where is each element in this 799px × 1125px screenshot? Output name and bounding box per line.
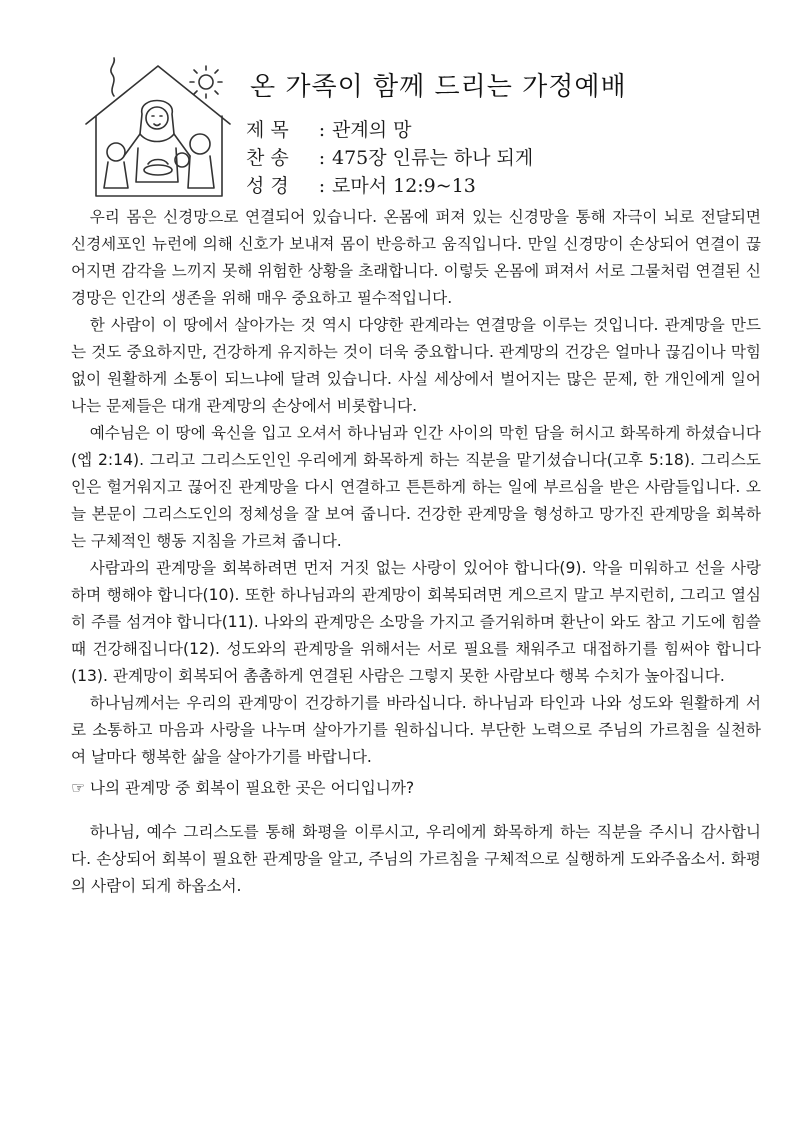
meta-value: 475장 인류는 하나 되게 xyxy=(332,147,534,169)
meta-separator: : xyxy=(318,175,326,197)
meta-row-topic xyxy=(246,116,533,144)
meta-label: 성 경 xyxy=(246,175,289,197)
sermon-body xyxy=(71,204,761,900)
closing-prayer: 하나님, 예수 그리스도를 통해 화평을 이루시고, 우리에게 화목하게 하는 직분을 주시니 감사합니다. 손상되어 회복이 필요한 관계망을 알고, 주님의 가르침을 구체적으로 실행하게 도와주옵소서. 화평의 사람이 되게 하옵소서. xyxy=(71,823,761,895)
meta-row-scripture xyxy=(246,172,533,200)
meta-separator: : xyxy=(318,147,326,169)
paragraph: 사람과의 관계망을 회복하려면 먼저 거짓 없는 사랑이 있어야 합니다(9). 악을 미워하고 선을 사랑하며 행해야 합니다(10). 또한 하나님과의 관계망이 회복되려면 게으르지 말고 부지런히, 그리고 열심히 주를 섬겨야 합니다(11). 나와의 관계망은 소망을 가지고 즐거워하며 환난이 와도 참고 기도에 힘쓸 때 건강해집니다(12). 성도와의 관계망을 위해서는 서로 필요를 채워주고 대접하기를 힘써야 합니다(13). 관계망이 회복되어 촘촘하게 연결된 사람은 그렇지 못한 사람보다 행복 수치가 높아집니다. xyxy=(71,559,761,685)
family-worship-illustration xyxy=(78,52,238,202)
meta-label: 찬 송 xyxy=(246,147,289,169)
page-title: 온 가족이 함께 드리는 가정예배 xyxy=(250,72,627,102)
paragraph: 예수님은 이 땅에 육신을 입고 오셔서 하나님과 인간 사이의 막힌 담을 허시고 화목하게 하셨습니다(엡 2:14). 그리고 그리스도인인 우리에게 화목하게 하는 직분을 맡기셨습니다(고후 5:18). 그리스도인은 헐거워지고 끊어진 관계망을 다시 연결하고 튼튼하게 하는 일에 부르심을 받은 사람들입니다. 오늘 본문이 그리스도인의 정체성을 잘 보여 줍니다. 건강한 관계망을 형성하고 망가진 관계망을 회복하는 구체적인 행동 지침을 가르쳐 줍니다. xyxy=(71,424,761,550)
meta-label: 제 목 xyxy=(246,119,289,141)
header xyxy=(78,52,738,202)
paragraph: 우리 몸은 신경망으로 연결되어 있습니다. 온몸에 퍼져 있는 신경망을 통해 자극이 뇌로 전달되면 신경세포인 뉴런에 의해 신호가 보내져 몸이 반응하고 움직입니다. 만일 신경망이 손상되어 연결이 끊어지면 감각을 느끼지 못해 위험한 상황을 초래합니다. 이렇듯 온몸에 펴져서 서로 그물처럼 연결된 신경망은 인간의 생존을 위해 매우 중요하고 필수적입니다. xyxy=(71,208,761,307)
meta-separator: : xyxy=(318,119,326,141)
paragraph: 하나님께서는 우리의 관계망이 건강하기를 바라십니다. 하나님과 타인과 나와 성도와 원활하게 서로 소통하고 마음과 사랑을 나누며 살아가기를 원하십니다. 부단한 노력으로 주님의 가르침을 실천하여 날마다 행복한 삶을 살아가기를 바랍니다. xyxy=(71,694,761,766)
meta-value: 관계의 망 xyxy=(332,119,412,141)
meta-row-hymn xyxy=(246,144,533,172)
paragraph: 한 사람이 이 땅에서 살아가는 것 역시 다양한 관계라는 연결망을 이루는 것입니다. 관계망을 만드는 것도 중요하지만, 건강하게 유지하는 것이 더욱 중요합니다. 관계망의 건강은 얼마나 끊김이나 막힘없이 원활하게 소통이 되느냐에 달려 있습니다. 사실 세상에서 벌어지는 많은 문제, 한 개인에게 일어나는 문제들은 대개 관계망의 손상에서 비롯합니다. xyxy=(71,316,761,415)
reflection-question: ☞ 나의 관계망 중 회복이 필요한 곳은 어디입니까? xyxy=(71,779,415,797)
worship-meta xyxy=(246,116,533,200)
meta-value: 로마서 12:9~13 xyxy=(332,175,476,197)
